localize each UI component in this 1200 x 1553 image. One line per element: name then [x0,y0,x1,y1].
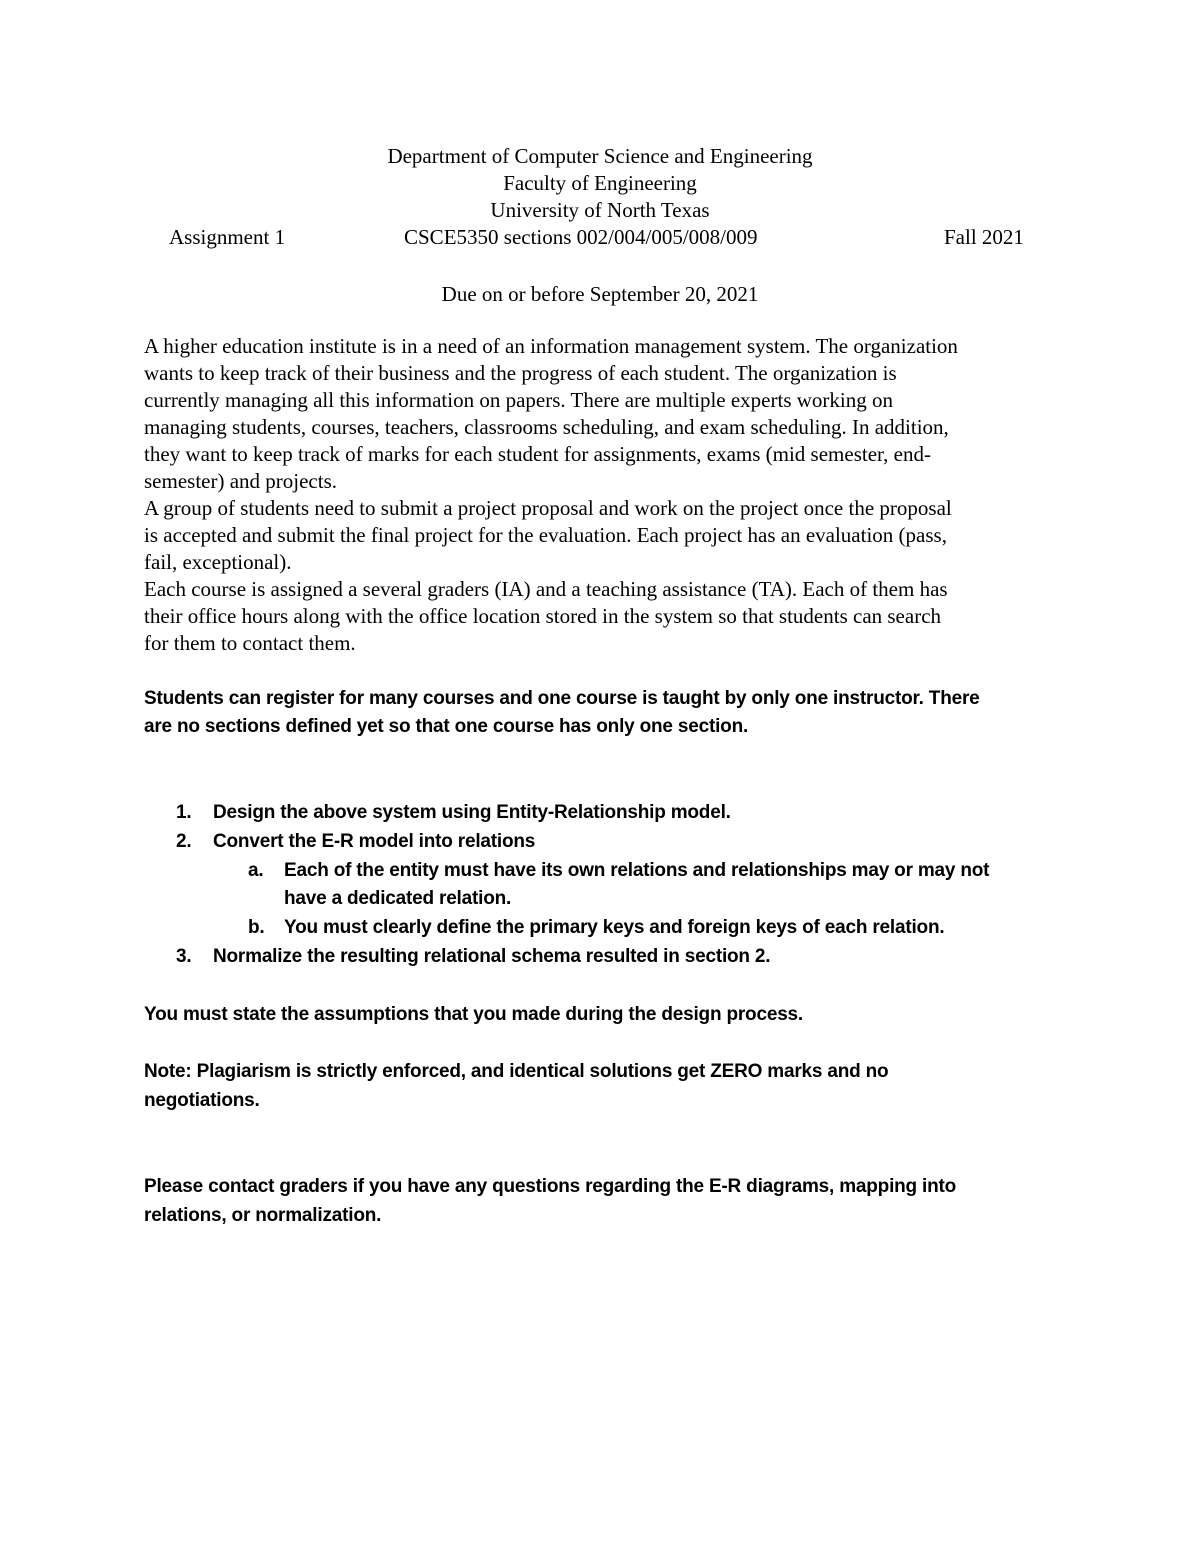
note-text: Plagiarism is strictly enforced, and identical solutions get ZERO marks and no [191,1061,889,1082]
list-marker: 3. [176,946,192,967]
sublist-item: Each of the entity must have its own relations and relationships may or may not [284,860,990,881]
list-marker: 1. [176,802,192,823]
sublist-item: have a dedicated relation. [284,888,512,909]
description-line: for them to contact them. [144,631,356,655]
list-marker: 2. [176,831,192,852]
description-line: A group of students need to submit a project proposal and work on the project once the proposal [144,496,952,520]
assignment-label: Assignment 1 [169,225,286,249]
description-line: Each course is assigned a several graders (IA) and a teaching assistance (TA). Each of them has [144,577,948,601]
constraints-line: are no sections defined yet so that one course has only one section. [144,716,749,737]
list-item: Normalize the resulting relational schema resulted in section 2. [213,946,771,967]
assumptions-text: You must state the assumptions that you made during the design process. [144,1004,804,1025]
sublist-marker: b. [248,917,265,938]
department-title: Department of Computer Science and Engineering [387,144,813,168]
description-line: A higher education institute is in a need of an information management system. The organization [144,334,958,358]
faculty-title: Faculty of Engineering [503,171,697,195]
note-line: negotiations. [144,1090,260,1111]
contact-line: Please contact graders if you have any questions regarding the E-R diagrams, mapping into [144,1176,957,1197]
description-line: currently managing all this information on papers. There are multiple experts working on [144,388,893,412]
course-label: CSCE5350 sections 002/004/005/008/009 [404,225,758,249]
description-line: semester) and projects. [144,469,338,493]
contact-line: relations, or normalization. [144,1205,382,1226]
university-title: University of North Texas [490,198,710,222]
list-item: Convert the E-R model into relations [213,831,536,852]
sublist-marker: a. [248,860,264,881]
constraints-line: Students can register for many courses and one course is taught by only one instructor. There [144,688,980,709]
description-line: wants to keep track of their business and the progress of each student. The organization is [144,361,897,385]
sublist-item: You must clearly define the primary keys and foreign keys of each relation. [284,917,945,938]
note-line [144,1058,888,1086]
description-line: they want to keep track of marks for each student for assignments, exams (mid semester, end- [144,442,931,466]
note-label: Note: [144,1061,192,1082]
due-date: Due on or before September 20, 2021 [441,282,759,306]
list-item: Design the above system using Entity-Relationship model. [213,802,731,823]
term-label: Fall 2021 [944,225,1024,249]
description-line: their office hours along with the office location stored in the system so that students can search [144,604,942,628]
description-line: is accepted and submit the final project for the evaluation. Each project has an evaluation (pass, [144,523,947,547]
description-line: fail, exceptional). [144,550,292,574]
description-line: managing students, courses, teachers, classrooms scheduling, and exam scheduling. In addition, [144,415,949,439]
